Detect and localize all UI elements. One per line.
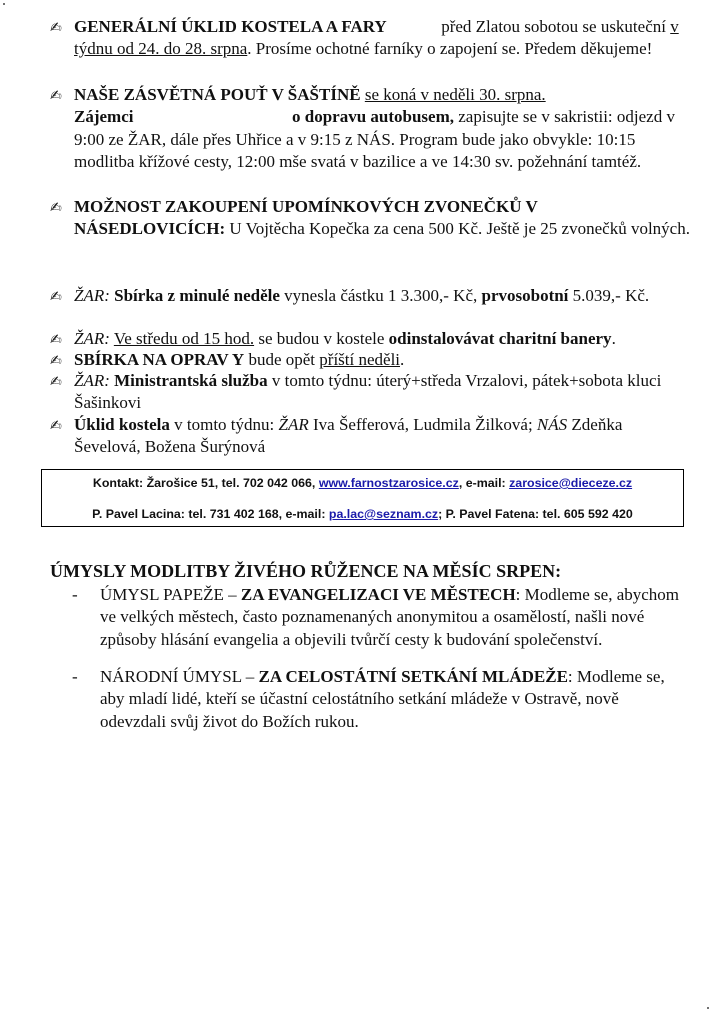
- writing-hand-icon: ✍: [50, 20, 62, 36]
- contact-box: [41, 469, 684, 527]
- contact-line-parish: [42, 476, 683, 490]
- cleaning-text2: . Prosíme ochotné farníky o zapojení se. Předem děkujeme!: [247, 39, 653, 59]
- website-link[interactable]: www.farnostzarosice.cz: [318, 476, 459, 490]
- banners-end: .: [611, 329, 616, 348]
- announcement-bells: [50, 196, 690, 241]
- repairs-label: SBÍRKA NA OPRAV Y: [74, 350, 245, 369]
- intention-national-title: ZA CELOSTÁTNÍ SETKÁNÍ MLÁDEŽE: [258, 667, 568, 686]
- banners-when: Ve středu od 15 hod.: [113, 329, 255, 348]
- pilgrimage-title: NAŠE ZÁSVĚTNÁ POUŤ V ŠAŠTÍNĚ: [74, 85, 361, 104]
- first-saturday-value: 5.039,- Kč.: [572, 286, 650, 305]
- writing-hand-icon: ✍: [50, 332, 62, 348]
- church-cleaning-place2: NÁS: [536, 415, 568, 434]
- scan-speck: [707, 1007, 709, 1009]
- church-cleaning-label: Úklid kostela: [74, 415, 170, 434]
- announcement-church-cleaning: [50, 414, 690, 459]
- intention-national-text: : Modleme se, aby mladí lidé, kteří se účastní celostátního setkání mládeže v Ostravě, nově odevzdali svůj život do Božích rukou.: [100, 667, 665, 731]
- servers-text: v tomto týdnu: úterý+středa Vrzalovi, pátek+sobota kluci Šašinkovi: [74, 371, 662, 413]
- servers-label: Ministrantská služba: [114, 371, 268, 390]
- pilgrimage-date: se koná v neděli 30. srpna.: [364, 85, 546, 104]
- parish-email-link[interactable]: zarosice@dieceze.cz: [509, 476, 633, 490]
- priest2-contact: ; P. Pavel Fatena: tel. 605 592 420: [438, 507, 633, 521]
- list-dash: -: [72, 585, 78, 604]
- repairs-text: bude opět: [248, 350, 316, 369]
- banners-text: se budou v kostele: [258, 329, 385, 348]
- announcement-collection: [50, 285, 690, 307]
- intention-pope-label: ÚMYSL PAPEŽE –: [100, 585, 237, 604]
- collection-label: Sbírka z minulé neděle: [114, 286, 280, 305]
- writing-hand-icon: ✍: [50, 88, 62, 104]
- announcement-banners: [50, 328, 690, 350]
- church-cleaning-names2: Zdeňka Ševelová, Božena Šurýnová: [74, 415, 623, 457]
- intention-pope: [72, 584, 687, 651]
- cleaning-text1: uskuteční: [600, 17, 666, 36]
- church-cleaning-place1: ŽAR: [278, 415, 309, 434]
- intention-pope-title: ZA EVANGELIZACI VE MĚSTECH: [240, 585, 516, 604]
- announcement-servers: [50, 370, 690, 415]
- intention-pope-text: : Modleme se, abychom ve velkých městech, často poznamenaných anonymitou a osamělostí, našli nové způsoby hlásání evangelia a objevili tvůrčí cesty k budování společenství.: [100, 585, 680, 649]
- pilgrimage-bus: o dopravu autobusem,: [291, 107, 454, 127]
- writing-hand-icon: ✍: [50, 374, 62, 390]
- email-label: , e-mail:: [458, 476, 506, 490]
- writing-hand-icon: ✍: [50, 289, 62, 305]
- announcement-cleaning: [50, 16, 690, 61]
- intention-national-label: NÁRODNÍ ÚMYSL –: [100, 667, 255, 686]
- collection-place: ŽAR:: [74, 286, 110, 305]
- church-cleaning-names1: Iva Šefferová, Ludmila Žilková;: [313, 415, 533, 434]
- rosary-heading: ÚMYSLY MODLITBY ŽIVÉHO RŮŽENCE NA MĚSÍC SRPEN:: [50, 561, 562, 581]
- collection-text: vynesla částku 1 3.300,- Kč,: [284, 286, 478, 305]
- pilgrimage-text: zapisujte se v sakristii: odjezd v 9:00 ze ŽAR, dále přes Uhřice a v 9:15 z NÁS. Program bude jako obvykle: 10:15 modlitba křížové cesty, 12:00 mše svatá v bazilice a ve 14:30 sv. požehnání tamtéž.: [74, 107, 675, 172]
- repairs-when: příští neděli: [319, 350, 401, 369]
- announcement-repairs: [50, 349, 690, 371]
- scan-speck: [3, 3, 5, 5]
- writing-hand-icon: ✍: [50, 418, 62, 434]
- contact-prefix: Kontakt: Žarošice 51, tel. 702 042 066,: [92, 476, 316, 490]
- intention-national: [72, 666, 687, 733]
- banners-bold: odinstalovávat charitní banery: [388, 329, 612, 348]
- priest1-email-link[interactable]: pa.lac@seznam.cz: [328, 507, 439, 521]
- writing-hand-icon: ✍: [50, 200, 62, 216]
- cleaning-dates: v týdnu od 24. do 28. srpna: [74, 17, 679, 59]
- cleaning-title: GENERÁLNÍ ÚKLID KOSTELA A FARY: [74, 17, 387, 36]
- bells-title: MOŽNOST ZAKOUPENÍ UPOMÍNKOVÝCH ZVONEČKŮ V NÁSEDLOVICÍCH:: [74, 197, 538, 239]
- repairs-end: .: [400, 350, 405, 369]
- writing-hand-icon: ✍: [50, 353, 62, 369]
- church-cleaning-text1: v tomto týdnu:: [174, 415, 275, 434]
- list-dash: -: [72, 667, 78, 686]
- bells-text: U Vojtěcha Kopečka za cena 500 Kč. Ještě je 25 zvonečků volných.: [229, 219, 690, 239]
- cleaning-when: před Zlatou sobotou se: [441, 17, 597, 36]
- banners-place: ŽAR:: [74, 329, 110, 348]
- announcement-pilgrimage: [50, 84, 690, 174]
- first-saturday-label: prvosobotní: [481, 286, 569, 305]
- servers-place: ŽAR:: [74, 371, 110, 390]
- pilgrimage-interested: Zájemci: [74, 107, 134, 127]
- priest1-contact: P. Pavel Lacina: tel. 731 402 168, e-mail:: [92, 507, 326, 521]
- contact-line-priests: [42, 507, 683, 521]
